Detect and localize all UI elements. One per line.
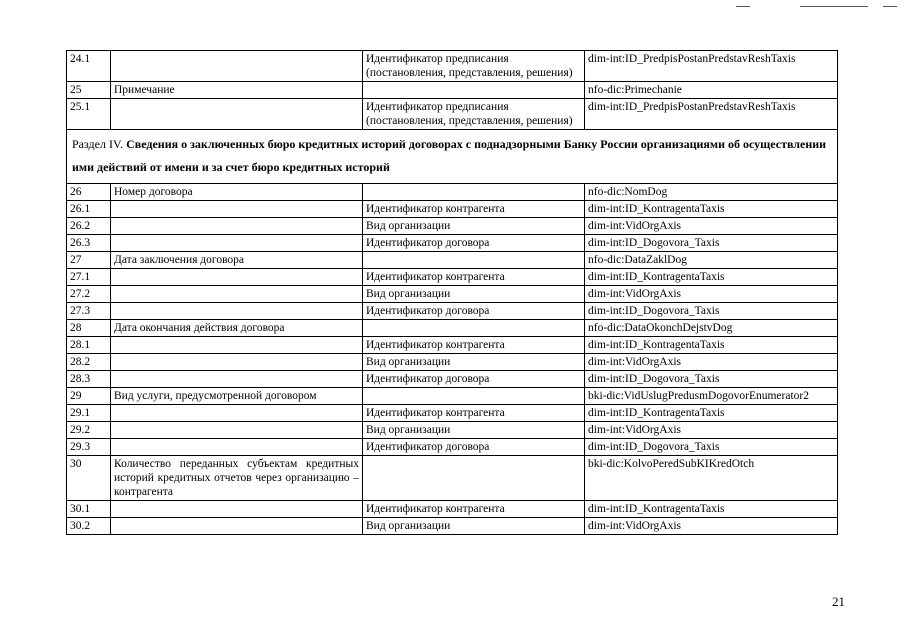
row-dimension-cell: Идентификатор контрагента [363, 405, 585, 422]
row-number-cell: 29.3 [67, 439, 111, 456]
row-name-cell [111, 518, 363, 535]
row-code-cell: bki-dic:VidUslugPredusmDogovorEnumerator2 [585, 388, 838, 405]
row-number-cell: 27.1 [67, 269, 111, 286]
row-code-cell: dim-int:ID_PredpisPostanPredstavReshTaxis [585, 99, 838, 130]
row-number-cell: 29 [67, 388, 111, 405]
row-code-cell: dim-int:ID_KontragentaTaxis [585, 501, 838, 518]
row-dimension-cell: Идентификатор договора [363, 235, 585, 252]
row-number-cell: 30 [67, 456, 111, 501]
row-number-cell: 26.1 [67, 201, 111, 218]
section-header-cell [67, 130, 838, 184]
table-body-bottom [67, 184, 838, 535]
row-dimension-cell: Вид организации [363, 286, 585, 303]
table-row [67, 269, 838, 286]
table-row [67, 422, 838, 439]
row-name-cell [111, 218, 363, 235]
row-number-cell: 24.1 [67, 51, 111, 82]
row-number-cell: 28 [67, 320, 111, 337]
page-number: 21 [832, 594, 845, 609]
section-row [67, 130, 838, 184]
row-number-cell: 29.2 [67, 422, 111, 439]
section-prefix: Раздел IV. [72, 137, 124, 151]
row-number-cell: 28.3 [67, 371, 111, 388]
row-name-cell [111, 405, 363, 422]
row-name-cell: Дата окончания действия договора [111, 320, 363, 337]
row-name-cell [111, 201, 363, 218]
section-header-body [67, 130, 838, 184]
row-number-cell: 26.2 [67, 218, 111, 235]
row-name-cell [111, 371, 363, 388]
row-name-cell [111, 286, 363, 303]
row-code-cell: nfo-dic:DataOkonchDejstvDog [585, 320, 838, 337]
row-dimension-cell: Вид организации [363, 354, 585, 371]
row-code-cell: nfo-dic:DataZaklDog [585, 252, 838, 269]
row-code-cell: dim-int:VidOrgAxis [585, 286, 838, 303]
table-row [67, 184, 838, 201]
row-code-cell: nfo-dic:Primechanie [585, 82, 838, 99]
row-dimension-cell [363, 82, 585, 99]
row-name-cell: Дата заключения договора [111, 252, 363, 269]
table-row [67, 337, 838, 354]
table-row [67, 518, 838, 535]
row-code-cell: dim-int:ID_KontragentaTaxis [585, 201, 838, 218]
row-code-cell: dim-int:VidOrgAxis [585, 218, 838, 235]
table-row [67, 303, 838, 320]
table-row [67, 201, 838, 218]
table-row [67, 252, 838, 269]
row-dimension-cell: Идентификатор контрагента [363, 201, 585, 218]
row-code-cell: dim-int:ID_Dogovora_Taxis [585, 371, 838, 388]
scan-mark [736, 6, 750, 7]
row-code-cell: dim-int:ID_KontragentaTaxis [585, 337, 838, 354]
row-name-cell: Количество переданных субъектам кредитных историй кредитных отчетов через организацию – контрагента [111, 456, 363, 501]
row-number-cell: 28.2 [67, 354, 111, 371]
row-number-cell: 27.3 [67, 303, 111, 320]
row-dimension-cell: Идентификатор предписания (постановления, представления, решения) [363, 51, 585, 82]
row-name-cell [111, 439, 363, 456]
row-number-cell: 26 [67, 184, 111, 201]
row-dimension-cell: Идентификатор договора [363, 303, 585, 320]
row-name-cell [111, 354, 363, 371]
row-dimension-cell: Идентификатор контрагента [363, 337, 585, 354]
row-dimension-cell: Вид организации [363, 422, 585, 439]
row-dimension-cell [363, 252, 585, 269]
table-row [67, 439, 838, 456]
table-row [67, 218, 838, 235]
row-name-cell [111, 269, 363, 286]
row-name-cell [111, 422, 363, 439]
table-row [67, 371, 838, 388]
table-row [67, 456, 838, 501]
table-row [67, 286, 838, 303]
row-number-cell: 27.2 [67, 286, 111, 303]
row-dimension-cell: Идентификатор контрагента [363, 501, 585, 518]
table-row [67, 405, 838, 422]
table-row [67, 320, 838, 337]
row-number-cell: 29.1 [67, 405, 111, 422]
table-row [67, 99, 838, 130]
row-code-cell: dim-int:VidOrgAxis [585, 422, 838, 439]
row-name-cell: Примечание [111, 82, 363, 99]
row-code-cell: dim-int:VidOrgAxis [585, 518, 838, 535]
row-dimension-cell [363, 388, 585, 405]
table-body-top [67, 51, 838, 130]
row-name-cell [111, 51, 363, 82]
row-number-cell: 27 [67, 252, 111, 269]
row-name-cell [111, 99, 363, 130]
row-code-cell: dim-int:ID_KontragentaTaxis [585, 269, 838, 286]
row-name-cell [111, 235, 363, 252]
row-name-cell: Вид услуги, предусмотренной договором [111, 388, 363, 405]
row-code-cell: dim-int:ID_Dogovora_Taxis [585, 235, 838, 252]
row-name-cell [111, 337, 363, 354]
row-name-cell: Номер договора [111, 184, 363, 201]
row-code-cell: dim-int:ID_Dogovora_Taxis [585, 303, 838, 320]
section-title: Сведения о заключенных бюро кредитных историй договорах с поднадзорными Банку России организациями об осуществлении ими действий от имени и за счет бюро кредитных историй [72, 137, 827, 174]
row-code-cell: dim-int:ID_Dogovora_Taxis [585, 439, 838, 456]
row-name-cell [111, 501, 363, 518]
row-number-cell: 25.1 [67, 99, 111, 130]
table-row [67, 51, 838, 82]
row-number-cell: 26.3 [67, 235, 111, 252]
row-number-cell: 30.1 [67, 501, 111, 518]
row-code-cell: nfo-dic:NomDog [585, 184, 838, 201]
row-dimension-cell [363, 320, 585, 337]
taxonomy-table [66, 50, 838, 535]
row-number-cell: 25 [67, 82, 111, 99]
row-code-cell: dim-int:ID_PredpisPostanPredstavReshTaxis [585, 51, 838, 82]
row-code-cell: bki-dic:KolvoPeredSubKIKredOtch [585, 456, 838, 501]
row-dimension-cell [363, 456, 585, 501]
row-name-cell [111, 303, 363, 320]
table-row [67, 235, 838, 252]
document-table-container [66, 50, 837, 535]
row-dimension-cell: Идентификатор контрагента [363, 269, 585, 286]
row-dimension-cell: Вид организации [363, 218, 585, 235]
table-row [67, 388, 838, 405]
row-code-cell: dim-int:VidOrgAxis [585, 354, 838, 371]
row-dimension-cell: Идентификатор договора [363, 371, 585, 388]
row-code-cell: dim-int:ID_KontragentaTaxis [585, 405, 838, 422]
scan-mark [883, 6, 897, 7]
row-number-cell: 30.2 [67, 518, 111, 535]
table-row [67, 354, 838, 371]
row-dimension-cell: Вид организации [363, 518, 585, 535]
row-dimension-cell: Идентификатор предписания (постановления, представления, решения) [363, 99, 585, 130]
table-row [67, 501, 838, 518]
row-dimension-cell [363, 184, 585, 201]
scan-mark [800, 6, 868, 7]
row-dimension-cell: Идентификатор договора [363, 439, 585, 456]
row-number-cell: 28.1 [67, 337, 111, 354]
table-row [67, 82, 838, 99]
